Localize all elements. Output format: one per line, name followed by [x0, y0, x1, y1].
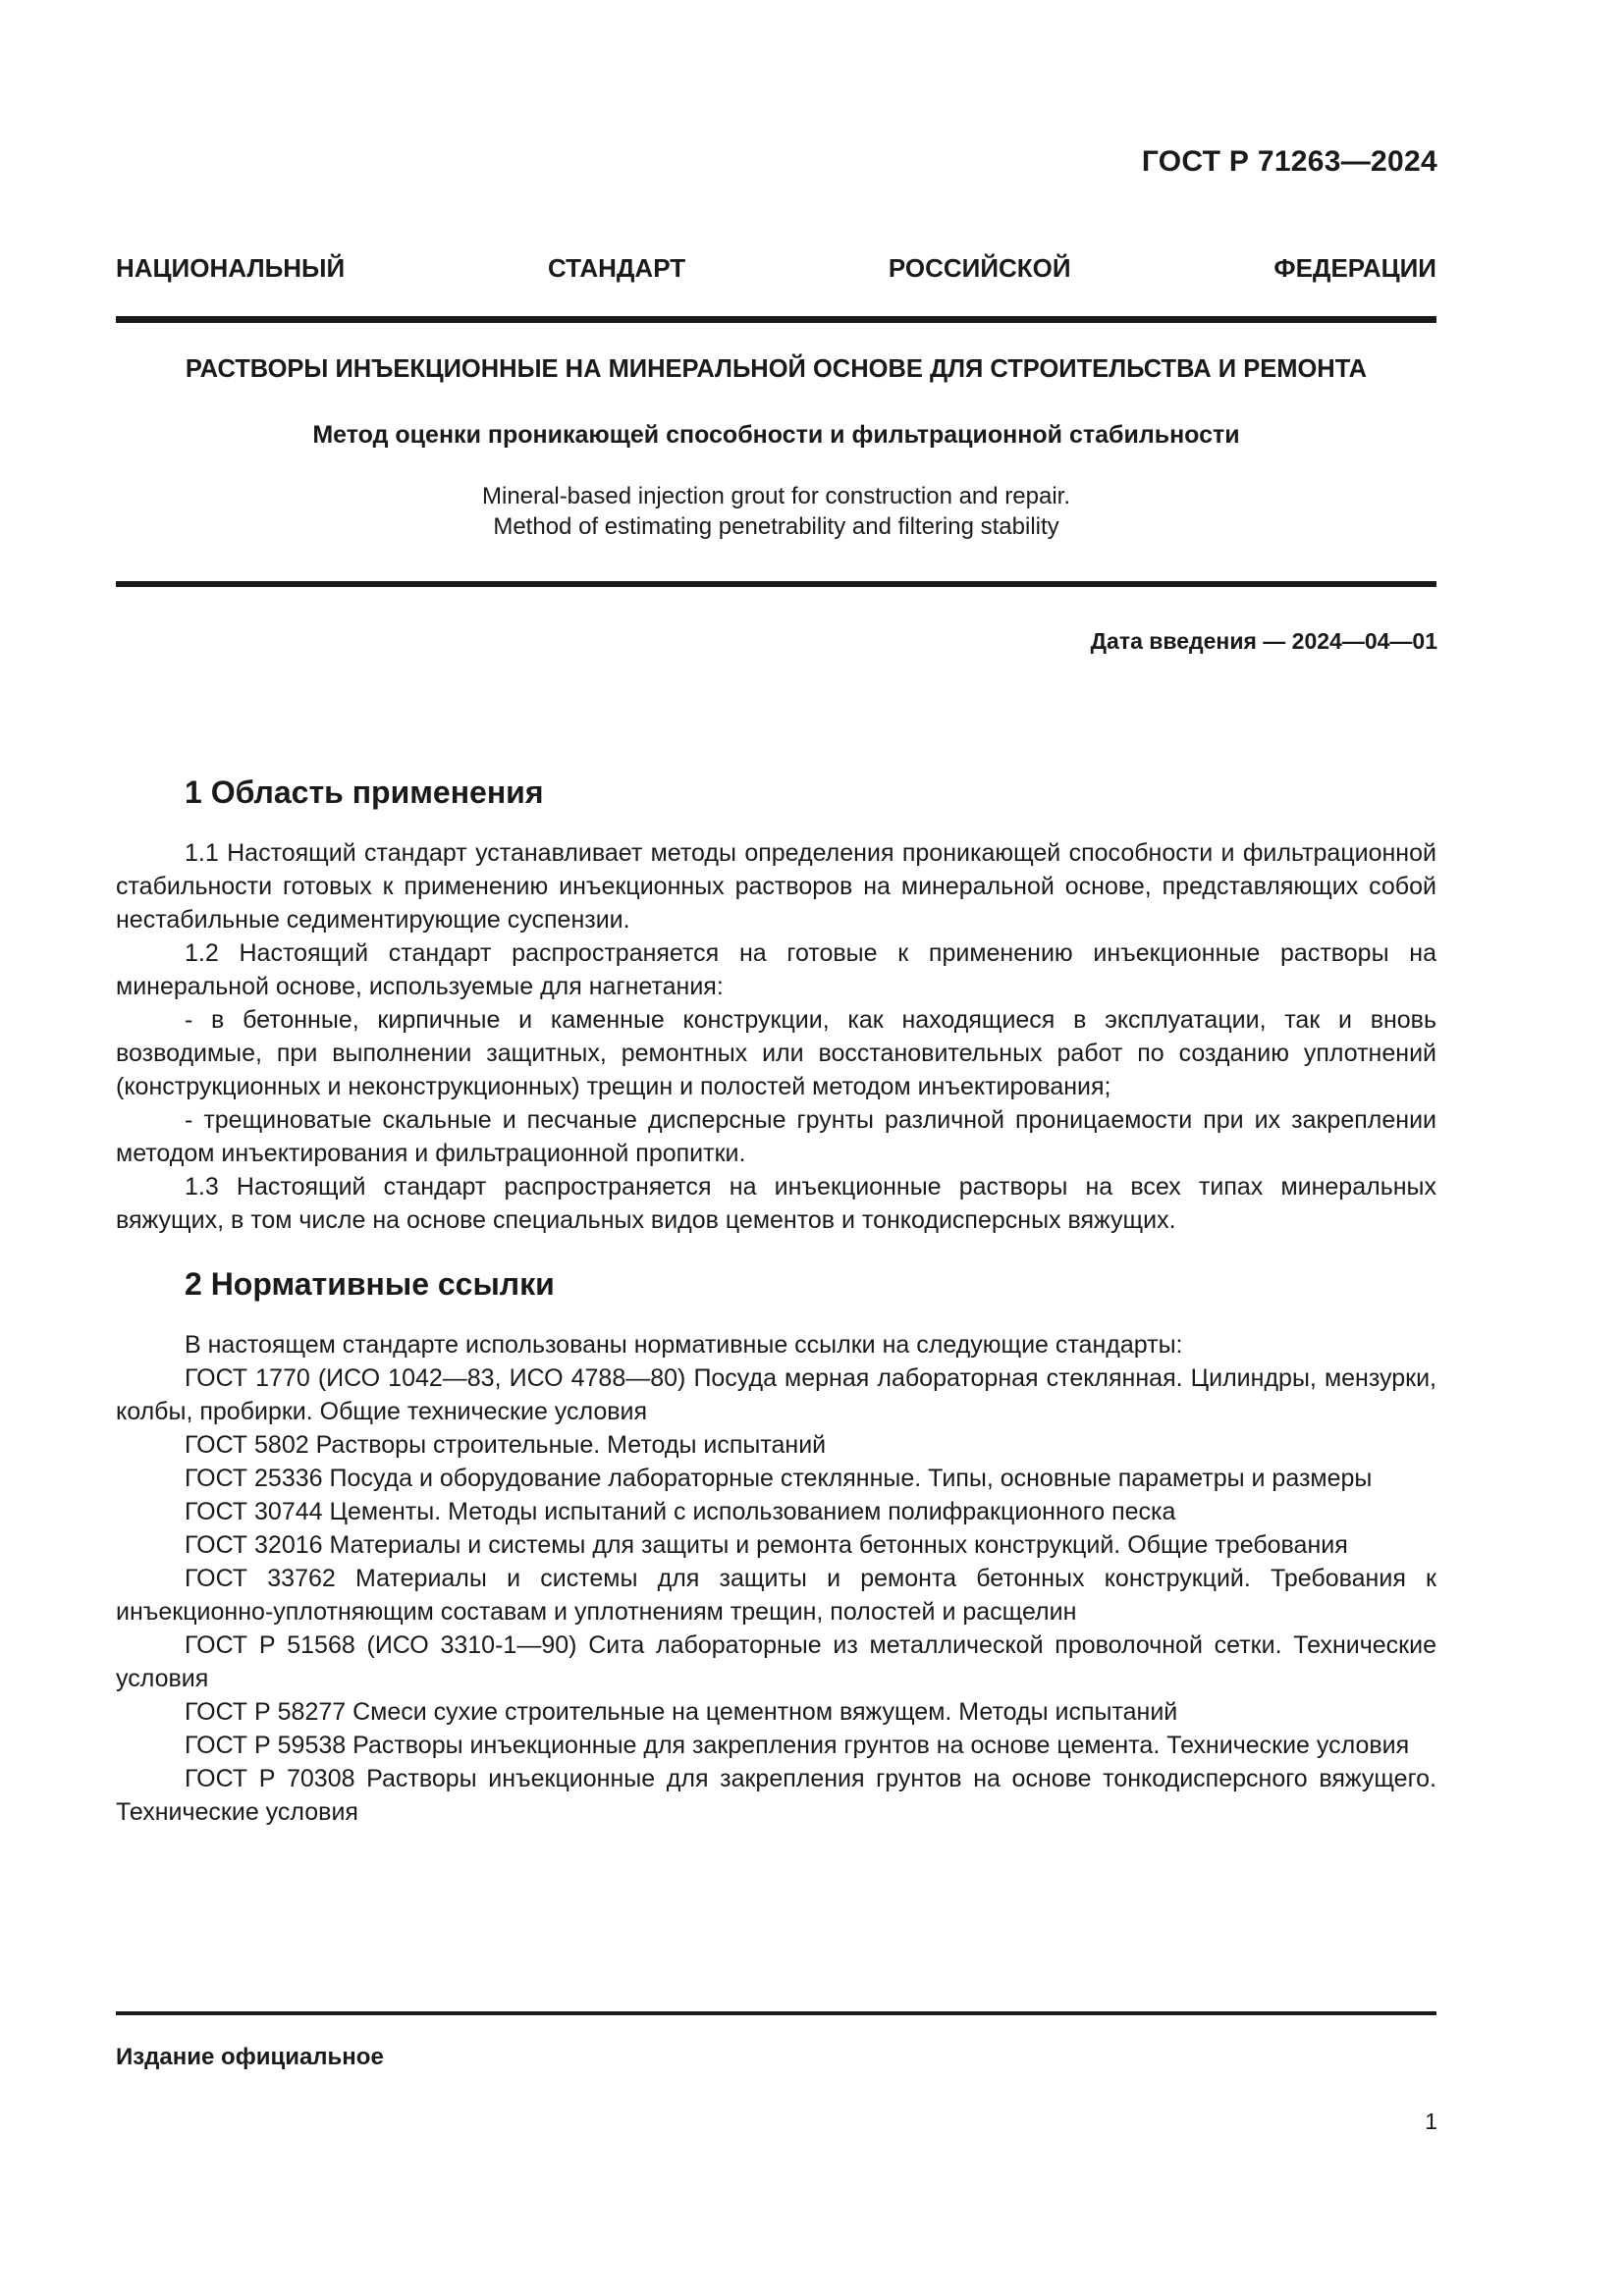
reference-item: ГОСТ Р 51568 (ИСО 3310-1—90) Сита лабораторные из металлической проволочной сетки. Технические условия — [116, 1631, 1436, 1692]
reference-item: ГОСТ 5802 Растворы строительные. Методы испытаний — [185, 1431, 827, 1459]
paragraph: В настоящем стандарте использованы нормативные ссылки на следующие стандарты: — [185, 1331, 1183, 1359]
national-standard-heading: НАЦИОНАЛЬНЫЙ СТАНДАРТ РОССИЙСКОЙ ФЕДЕРАЦИИ — [116, 253, 1436, 283]
official-edition-label: Издание официальное — [116, 2044, 384, 2070]
title-divider — [116, 581, 1436, 587]
page-number: 1 — [1425, 2109, 1437, 2134]
reference-item: ГОСТ 25336 Посуда и оборудование лабораторные стеклянные. Типы, основные параметры и размеры — [185, 1465, 1373, 1492]
reference-item: ГОСТ Р 59538 Растворы инъекционные для закрепления грунтов на основе цемента. Технические условия — [185, 1732, 1410, 1759]
reference-item: ГОСТ 1770 (ИСО 1042—83, ИСО 4788—80) Посуда мерная лабораторная стеклянная. Цилиндры, мензурки, колбы, пробирки. Общие технические условия — [116, 1364, 1436, 1425]
reference-item: ГОСТ 30744 Цементы. Методы испытаний с использованием полифракционного песка — [185, 1498, 1176, 1525]
paragraph: 1.2 Настоящий стандарт распространяется на готовые к применению инъекционные растворы на минеральной основе, используемые для нагнетания: — [116, 939, 1436, 1000]
section-2-body — [116, 1328, 1436, 1829]
english-title — [116, 481, 1436, 542]
english-title-line-2: Method of estimating penetrability and filtering stability — [493, 513, 1059, 540]
section-1-heading: 1 Область применения — [185, 774, 544, 810]
reference-item: ГОСТ 33762 Материалы и системы для защиты и ремонта бетонных конструкций. Требования к инъекционно-уплотняющим составам и уплотнениям трещин, полостей и расщелин — [116, 1565, 1436, 1626]
document-subtitle: Метод оценки проникающей способности и фильтрационной стабильности — [312, 421, 1240, 449]
reference-item: ГОСТ Р 58277 Смеси сухие строительные на цементном вяжущем. Методы испытаний — [185, 1698, 1178, 1726]
paragraph: - трещиноватые скальные и песчаные дисперсные грунты различной проницаемости при их закреплении методом инъектирования и фильтрационной пропитки. — [116, 1106, 1436, 1167]
section-2-heading: 2 Нормативные ссылки — [185, 1266, 555, 1302]
document-title: РАСТВОРЫ ИНЪЕКЦИОННЫЕ НА МИНЕРАЛЬНОЙ ОСНОВЕ ДЛЯ СТРОИТЕЛЬСТВА И РЕМОНТА — [185, 355, 1368, 383]
introduction-date: Дата введения — 2024—04—01 — [1090, 628, 1437, 654]
reference-item: ГОСТ 32016 Материалы и системы для защиты и ремонта бетонных конструкций. Общие требования — [185, 1531, 1348, 1559]
standard-code: ГОСТ Р 71263—2024 — [1141, 145, 1437, 178]
paragraph: 1.1 Настоящий стандарт устанавливает методы определения проникающей способности и фильтрационной стабильности готовых к применению инъекционных растворов на минеральной основе, представляющих собой нестабильные седиментирующие суспензии. — [116, 839, 1436, 934]
top-divider — [116, 316, 1436, 323]
reference-item: ГОСТ Р 70308 Растворы инъекционные для закрепления грунтов на основе тонкодисперсного вяжущего. Технические условия — [116, 1765, 1436, 1826]
footer-divider — [116, 2011, 1436, 2015]
section-1-body — [116, 836, 1436, 1237]
english-title-line-1: Mineral-based injection grout for construction and repair. — [482, 483, 1070, 509]
paragraph: 1.3 Настоящий стандарт распространяется на инъекционные растворы на всех типах минеральных вяжущих, в том числе на основе специальных видов цементов и тонкодисперсных вяжущих. — [116, 1173, 1436, 1234]
paragraph: - в бетонные, кирпичные и каменные конструкции, как находящиеся в эксплуатации, так и вновь возводимые, при выполнении защитных, ремонтных или восстановительных работ по созданию уплотнений (конструкционных и неконструкционных) трещин и полостей методом инъектирования; — [116, 1006, 1436, 1100]
